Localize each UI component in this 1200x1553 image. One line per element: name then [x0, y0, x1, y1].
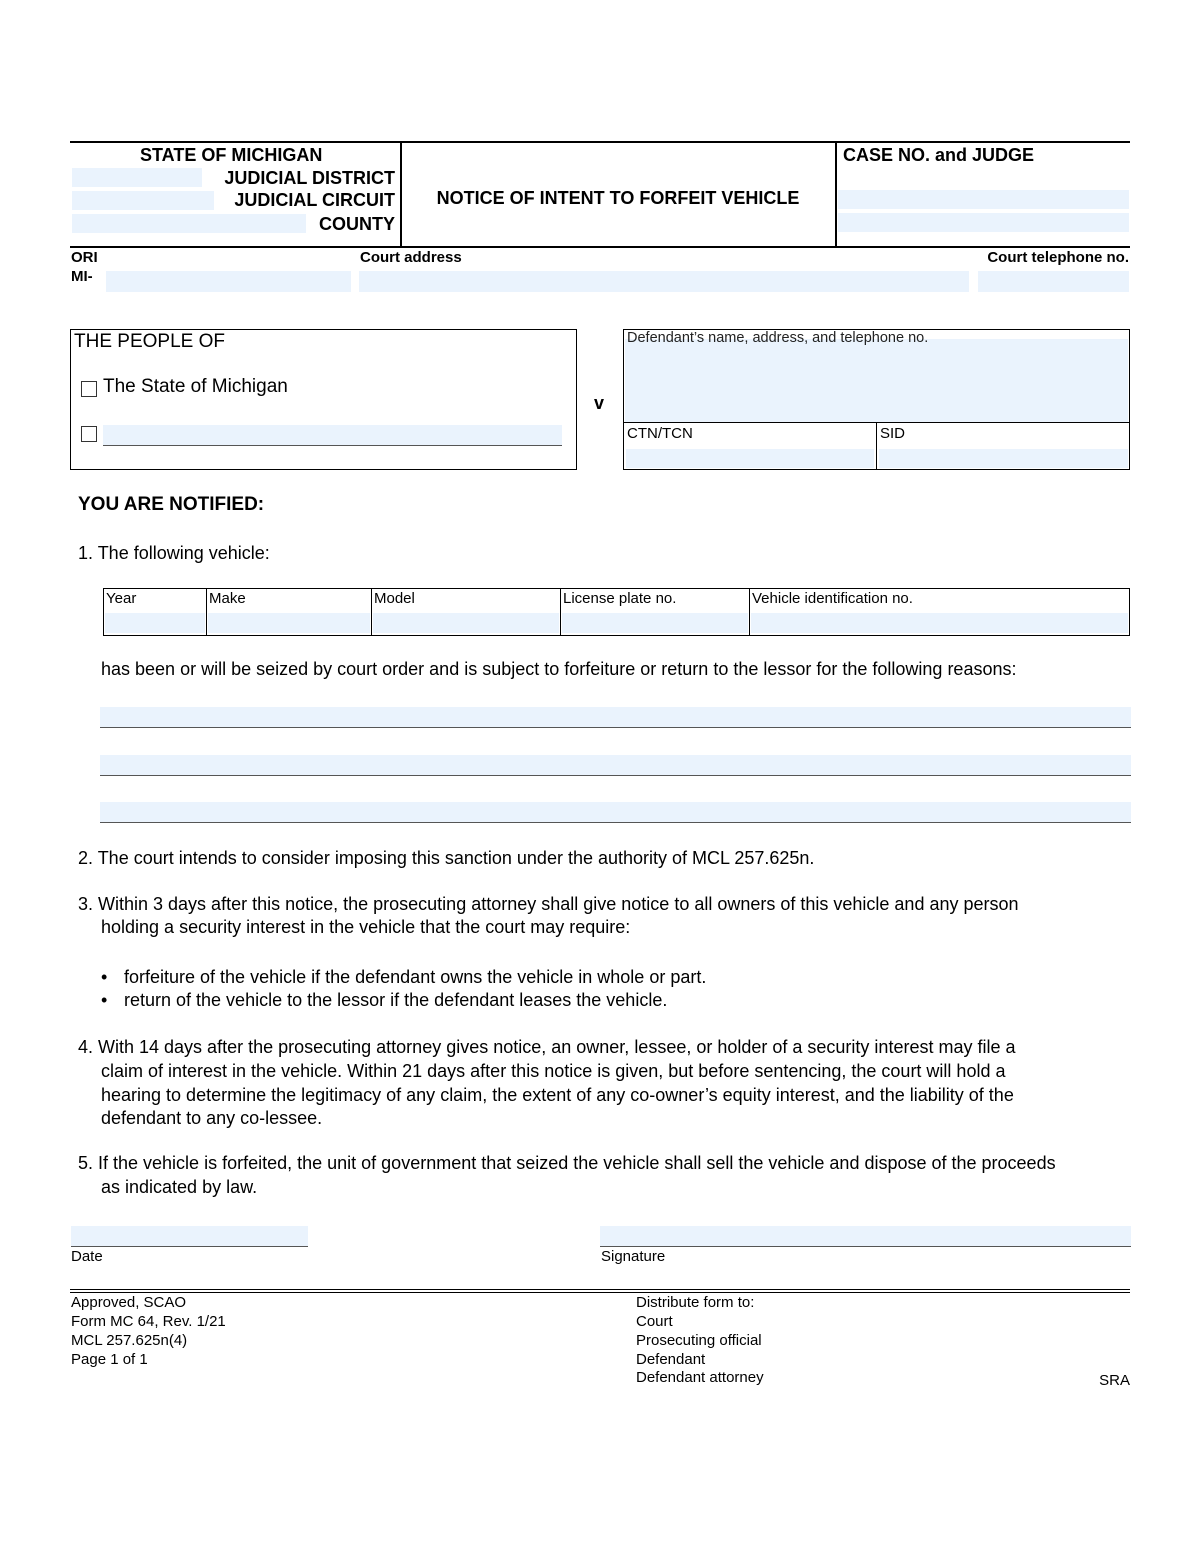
- vehicle-year-field[interactable]: [105, 613, 205, 633]
- ori-field[interactable]: [106, 271, 351, 292]
- item-4-text: hearing to determine the legitimacy of any claim, the extent of any co-owner’s equity interest, and the liability of the: [101, 1085, 1014, 1105]
- item-3-text: holding a security interest in the vehicle that the court may require:: [101, 917, 631, 937]
- item-4-text: defendant to any co-lessee.: [101, 1108, 323, 1128]
- distribute-defendant-attorney: Defendant attorney: [636, 1369, 764, 1386]
- vehicle-col-divider: [206, 588, 207, 636]
- vehicle-make-field[interactable]: [208, 613, 370, 633]
- ctn-label: CTN/TCN: [627, 425, 693, 442]
- judicial-circuit-label: JUDICIAL CIRCUIT: [234, 190, 395, 210]
- ori-label: ORI: [71, 249, 98, 266]
- case-no-label: CASE NO. and JUDGE: [843, 145, 1035, 165]
- state-of-michigan-option: The State of Michigan: [103, 376, 288, 397]
- state-of-michigan: STATE OF MICHIGAN: [140, 145, 323, 165]
- item-4-text: 4. With 14 days after the prosecuting attorney gives notice, an owner, lessee, or holder of a security interest may file a: [78, 1037, 1016, 1057]
- footer-approved: Approved, SCAO: [71, 1294, 187, 1311]
- item-5-text: 5. If the vehicle is forfeited, the unit of government that seized the vehicle shall sell the vehicle and dispose of the proceeds: [78, 1153, 1056, 1173]
- vehicle-col-vin: Vehicle identification no.: [752, 590, 913, 607]
- judge-field[interactable]: [838, 213, 1129, 232]
- footer-mcl: MCL 257.625n(4): [71, 1332, 188, 1349]
- header-divider-right: [835, 141, 837, 248]
- footer-page: Page 1 of 1: [71, 1351, 148, 1368]
- mi-label: MI-: [71, 268, 93, 285]
- vehicle-vin-field[interactable]: [751, 613, 1128, 633]
- vehicle-col-license: License plate no.: [563, 590, 677, 607]
- vehicle-col-divider: [749, 588, 750, 636]
- signature-field[interactable]: [600, 1226, 1131, 1247]
- judicial-circuit-field[interactable]: [72, 191, 214, 210]
- distribute-court: Court: [636, 1313, 673, 1330]
- other-plaintiff-field[interactable]: [103, 425, 562, 446]
- bullet-marker: •: [101, 990, 108, 1010]
- judicial-district-label: JUDICIAL DISTRICT: [224, 168, 395, 188]
- judicial-district-field[interactable]: [72, 168, 202, 187]
- sid-field[interactable]: [879, 449, 1128, 468]
- ctn-sid-divider: [876, 422, 877, 470]
- bullet-return: return of the vehicle to the lessor if the defendant leases the vehicle.: [124, 990, 668, 1010]
- state-of-michigan-checkbox[interactable]: [81, 381, 97, 397]
- footer-rule: [70, 1289, 1130, 1290]
- county-field[interactable]: [72, 214, 306, 233]
- footer-rule: [70, 1292, 1130, 1293]
- court-telephone-field[interactable]: [978, 271, 1129, 292]
- item-2-text: 2. The court intends to consider imposing this sanction under the authority of MCL 257.625n.: [78, 848, 815, 868]
- footer-form-number: Form MC 64, Rev. 1/21: [71, 1313, 226, 1330]
- vehicle-col-divider: [371, 588, 372, 636]
- date-field[interactable]: [71, 1226, 308, 1247]
- court-address-field[interactable]: [359, 271, 969, 292]
- distribute-defendant: Defendant: [636, 1351, 706, 1368]
- people-of-label: THE PEOPLE OF: [74, 331, 225, 352]
- county-label: COUNTY: [319, 214, 395, 234]
- bullet-marker: •: [101, 967, 108, 987]
- item-4-text: claim of interest in the vehicle. Within 21 days after this notice is given, but before sentencing, the court will hold a: [101, 1061, 1006, 1081]
- notified-heading: YOU ARE NOTIFIED:: [78, 494, 265, 515]
- ctn-field[interactable]: [626, 449, 874, 468]
- vehicle-license-field[interactable]: [562, 613, 748, 633]
- court-telephone-label: Court telephone no.: [987, 249, 1129, 266]
- item-5-text: as indicated by law.: [101, 1177, 258, 1197]
- reasons-line-1[interactable]: [100, 707, 1131, 728]
- vehicle-col-model: Model: [374, 590, 415, 607]
- vehicle-col-divider: [560, 588, 561, 636]
- other-plaintiff-checkbox[interactable]: [81, 426, 97, 442]
- bullet-forfeiture: forfeiture of the vehicle if the defendant owns the vehicle in whole or part.: [124, 967, 707, 987]
- item-1-text: 1. The following vehicle:: [78, 543, 270, 563]
- defendant-info-field[interactable]: [625, 339, 1128, 422]
- defendant-label: Defendant’s name, address, and telephone no.: [627, 330, 929, 346]
- vehicle-col-year: Year: [106, 590, 137, 607]
- sid-label: SID: [880, 425, 906, 442]
- header-bottom-rule: [70, 246, 1130, 248]
- date-label: Date: [71, 1248, 103, 1265]
- case-no-field[interactable]: [838, 190, 1129, 209]
- header-top-rule: [70, 141, 1130, 143]
- distribute-prosecuting: Prosecuting official: [636, 1332, 762, 1349]
- item-3-text: 3. Within 3 days after this notice, the prosecuting attorney shall give notice to all owners of this vehicle and any person: [78, 894, 1019, 914]
- versus-label: v: [594, 393, 605, 413]
- footer-code: SRA: [1099, 1372, 1130, 1389]
- seized-text: has been or will be seized by court order and is subject to forfeiture or return to the lessor for the following reasons:: [101, 659, 1017, 679]
- signature-label: Signature: [601, 1248, 666, 1265]
- vehicle-model-field[interactable]: [373, 613, 559, 633]
- distribute-heading: Distribute form to:: [636, 1294, 755, 1311]
- form-title: NOTICE OF INTENT TO FORFEIT VEHICLE: [436, 188, 800, 208]
- vehicle-col-make: Make: [209, 590, 246, 607]
- reasons-line-2[interactable]: [100, 755, 1131, 776]
- reasons-line-3[interactable]: [100, 802, 1131, 823]
- court-address-label: Court address: [360, 249, 462, 266]
